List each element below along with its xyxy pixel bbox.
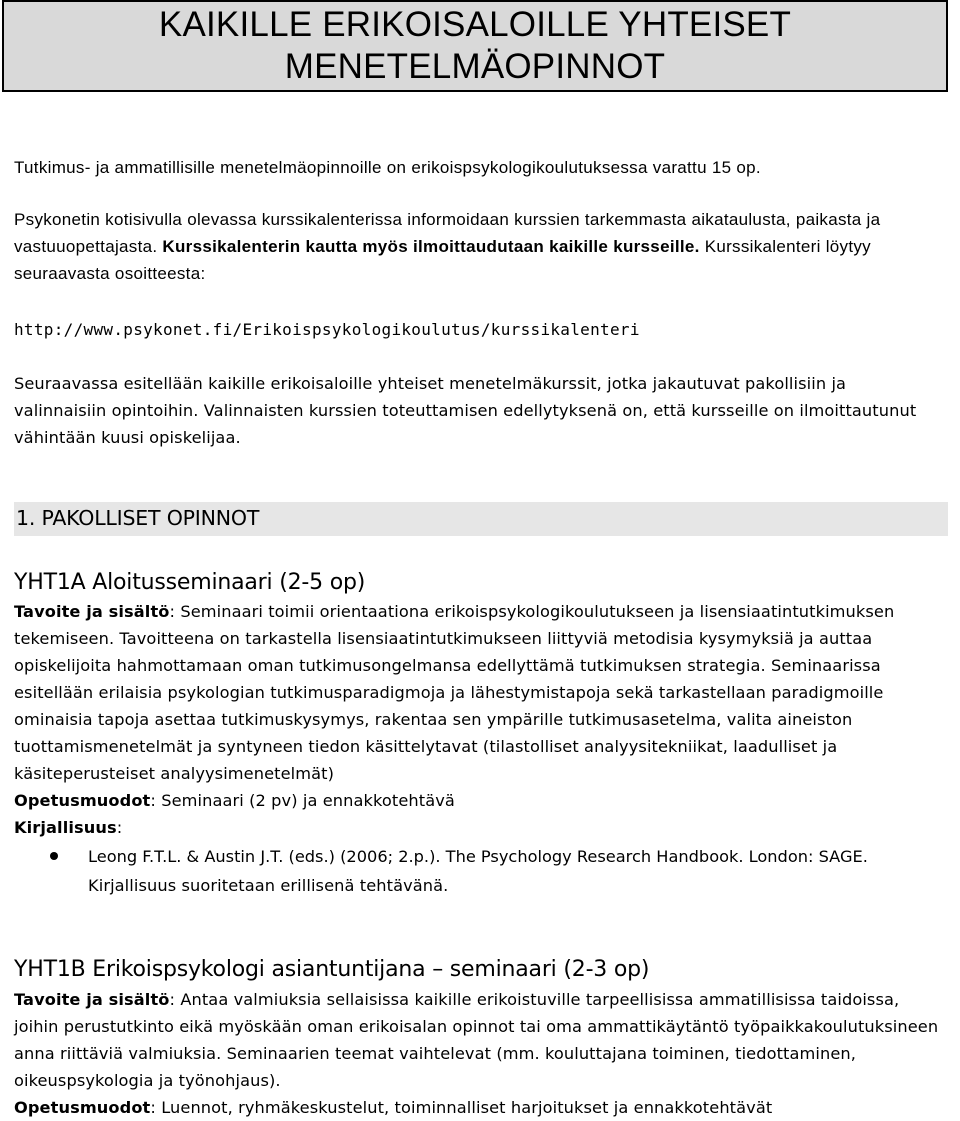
method-text: : Seminaari (2 pv) ja ennakkotehtävä: [150, 791, 455, 810]
course-method-yht1a: [14, 787, 944, 814]
calendar-text-2: Kurssikalenteri löytyy seuraavasta osoitteesta:: [14, 237, 871, 283]
method-label: Opetusmuodot: [14, 791, 151, 810]
method-text: : Luennot, ryhmäkeskustelut, toiminnalliset harjoitukset ja ennakkotehtävät: [150, 1098, 773, 1117]
document-title: [159, 4, 791, 88]
course-literature-label-yht1a: [14, 814, 944, 841]
title-banner: [2, 0, 948, 92]
document-title-line-2: MENETELMÄOPINNOT: [284, 47, 666, 86]
literature-item-text: Leong F.T.L. & Austin J.T. (eds.) (2006; 2.p.). The Psychology Research Handbook. London: SAGE.: [88, 847, 868, 866]
goal-text: : Seminaari toimii orientaationa erikoispsykologikoulutukseen ja lisensiaatintutkimuksen tekemiseen. Tavoitteena on tarkastella lisensiaatintutkimukseen liittyviä metodisia kysymyksiä ja auttaa opiskelijoita hahmottamaan oman tutkimusongelmansa edellyttämä tutkimuksen strategia. Seminaarissa esitellään erilaisia psykologian tutkimusparadigmoja ja lähestymistapoja sekä tarkastellaan paradigmoille ominaisia tapoja asettaa tutkimuskysymys, rakentaa sen ympärille tutkimusasetelma, valita aineiston tuottamismenetelmät ja syntyneen tiedon käsittelytavat (tilastolliset analyysitekniikat, laadulliset ja käsiteperusteiset analyysimenetelmät): [14, 602, 895, 783]
section-heading-bar: [14, 502, 948, 536]
calendar-url[interactable]: http://www.psykonet.fi/Erikoispsykologikoulutus/kurssikalenteri: [14, 320, 640, 339]
credits-paragraph: Tutkimus- ja ammatillisille menetelmäopinnoille on erikoispsykologikoulutuksessa varattu 15 op.: [14, 158, 761, 177]
method-label: Opetusmuodot: [14, 1098, 151, 1117]
section-heading: 1. PAKOLLISET OPINNOT: [16, 506, 260, 530]
literature-note: Kirjallisuus suoritetaan erillisenä tehtävänä.: [88, 876, 449, 895]
literature-colon: :: [116, 818, 123, 837]
document-title-line-1: KAIKILLE ERIKOISALOILLE YHTEISET: [158, 5, 792, 44]
literature-label: Kirjallisuus: [14, 818, 117, 837]
goal-text: : Antaa valmiuksia sellaisissa kaikille erikoistuville tarpeellisissa ammatillisissa taidoissa, joihin perustutkinto eikä myöskään oman erikoisalan opinnot tai oma ammattikäytäntö työpaikkakoulutuksineen anna riittäviä valmiuksia. Seminaarien teemat vaihtelevat (mm. kouluttajana toiminen, tiedottaminen, oikeuspsykologia ja työnohjaus).: [14, 990, 939, 1090]
goal-label: Tavoite ja sisältö: [14, 602, 170, 621]
calendar-bold-text: Kurssikalenterin kautta myös ilmoittaudutaan kaikille kursseille.: [162, 237, 700, 256]
course-title-yht1a: YHT1A Aloitusseminaari (2-5 op): [14, 570, 366, 595]
calendar-text-1: Psykonetin kotisivulla olevassa kurssikalenterissa informoidaan kurssien tarkemmasta aikataulusta, paikasta ja vastuuopettajasta.: [14, 210, 881, 256]
course-goal-yht1a: [14, 598, 940, 787]
description-paragraph: Seuraavassa esitellään kaikille erikoisaloille yhteiset menetelmäkurssit, jotka jakautuvat pakollisiin ja valinnaisiin opintoihin. Valinnaisten kurssien toteuttamisen edellytyksenä on, että kursseille on ilmoittautunut vähintään kuusi opiskelijaa.: [14, 374, 917, 447]
goal-label: Tavoite ja sisältö: [14, 990, 170, 1009]
course-goal-yht1b: [14, 986, 940, 1094]
calendar-paragraph: [14, 206, 940, 287]
course-title-yht1b: YHT1B Erikoispsykologi asiantuntijana – seminaari (2-3 op): [14, 957, 650, 982]
bullet-icon: [50, 852, 58, 860]
